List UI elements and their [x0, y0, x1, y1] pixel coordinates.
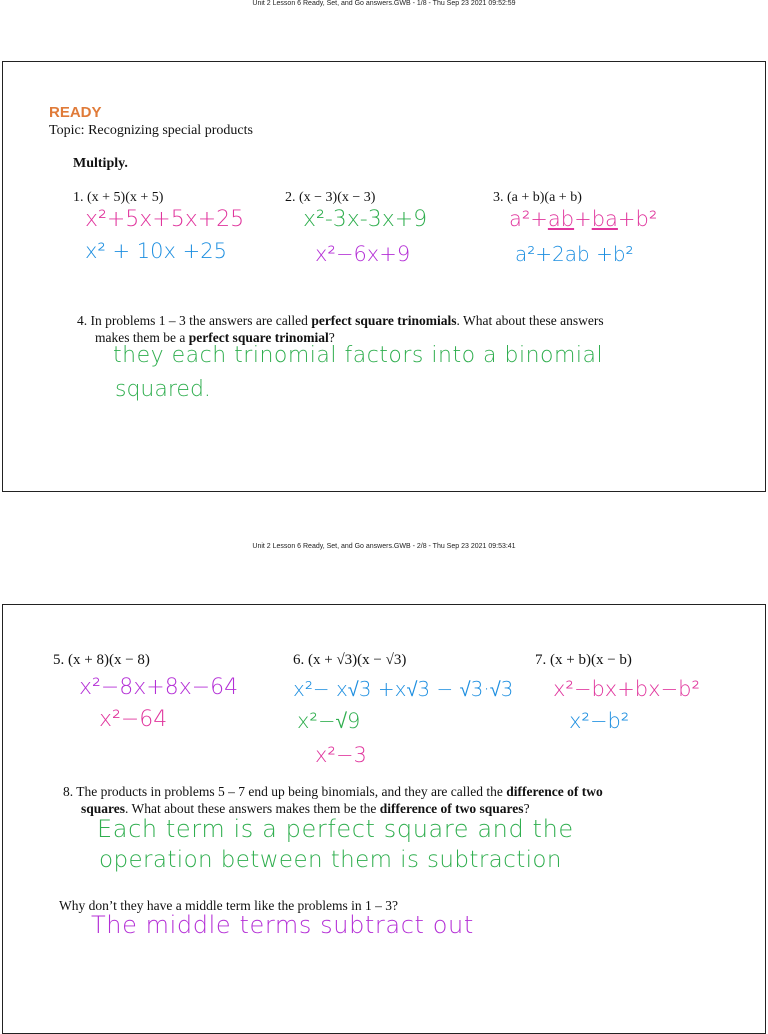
problem-2-work: x²-3x-3x+9 [303, 207, 428, 232]
q4-bold-2: perfect square trinomial [188, 330, 329, 345]
problem-6-label: 6. (x + √3)(x − √3) [293, 652, 407, 668]
q8-bold-1: difference of two [506, 784, 603, 799]
problem-6-work: x²− x√3 +x√3 − √3·√3 [293, 677, 514, 701]
problem-3-work-e: +b² [617, 207, 658, 231]
problem-6-answer: x²−3 [315, 743, 367, 767]
page-header-1: Unit 2 Lesson 6 Ready, Set, and Go answers.GWB - 1/8 - Thu Sep 23 2021 09:52:59 [252, 0, 516, 7]
q8-bold-2: squares [81, 801, 126, 816]
problem-5-answer: x²−64 [99, 707, 168, 732]
problem-7-answer: x²−b² [569, 709, 630, 733]
question-4-line-1 [77, 312, 604, 329]
section-title: READY [49, 104, 102, 121]
q4-text-1: 4. In problems 1 – 3 the answers are called [77, 313, 312, 328]
question-9: Why don’t they have a middle term like the problems in 1 – 3? [59, 898, 399, 913]
problem-3-work-b: ab [547, 207, 575, 231]
problem-3-label: 3. (a + b)(a + b) [493, 190, 582, 205]
page-header-2: Unit 2 Lesson 6 Ready, Set, and Go answers.GWB - 2/8 - Thu Sep 23 2021 09:53:41 [252, 543, 516, 550]
q4-text-2: . What about these answers [456, 313, 604, 328]
question-8-answer-line-1: Each term is a perfect square and the [97, 815, 574, 843]
problem-3-work-d: ba [591, 207, 618, 231]
worksheet-page-1 [2, 61, 766, 492]
q4-text-4: ? [328, 330, 335, 345]
problem-2-label: 2. (x − 3)(x − 3) [285, 190, 376, 205]
problem-3-work-a: a²+ [509, 207, 548, 231]
problem-1-answer: x² + 10x +25 [85, 239, 227, 263]
problem-5-label: 5. (x + 8)(x − 8) [53, 652, 150, 668]
problem-7-label: 7. (x + b)(x − b) [535, 652, 632, 668]
q8-text-1: 8. The products in problems 5 – 7 end up being binomials, and they are called the [63, 784, 507, 799]
problem-7-work: x²−bx+bx−b² [553, 677, 700, 701]
question-8-answer-line-2: operation between them is subtraction [99, 847, 562, 873]
problem-6-step-2: x²−√9 [297, 709, 361, 733]
instruction: Multiply. [73, 156, 128, 171]
topic-line: Topic: Recognizing special products [49, 123, 253, 138]
question-9-answer: The middle terms subtract out [91, 911, 474, 939]
problem-3-work [509, 207, 657, 231]
q8-text-3: ? [523, 801, 530, 816]
question-4-answer-line-2: squared. [115, 377, 211, 402]
problem-2-answer: x²−6x+9 [315, 242, 411, 266]
problem-5-work: x²−8x+8x−64 [79, 675, 239, 700]
problem-1-label: 1. (x + 5)(x + 5) [73, 190, 164, 205]
q4-text-3: makes them be a [95, 330, 189, 345]
problem-3-work-c: + [574, 207, 592, 231]
question-4-answer-line-1: they each trinomial factors into a binomial [113, 343, 604, 368]
problem-1-work: x²+5x+5x+25 [85, 207, 245, 232]
problem-3-answer: a²+2ab +b² [515, 242, 634, 266]
question-8-line-1 [63, 783, 603, 800]
q4-bold-1: perfect square trinomials [311, 313, 457, 328]
worksheet-page-2 [2, 604, 766, 1034]
q8-text-2: . What about these answers makes them be the [125, 801, 380, 816]
q8-bold-3: difference of two squares [379, 801, 524, 816]
